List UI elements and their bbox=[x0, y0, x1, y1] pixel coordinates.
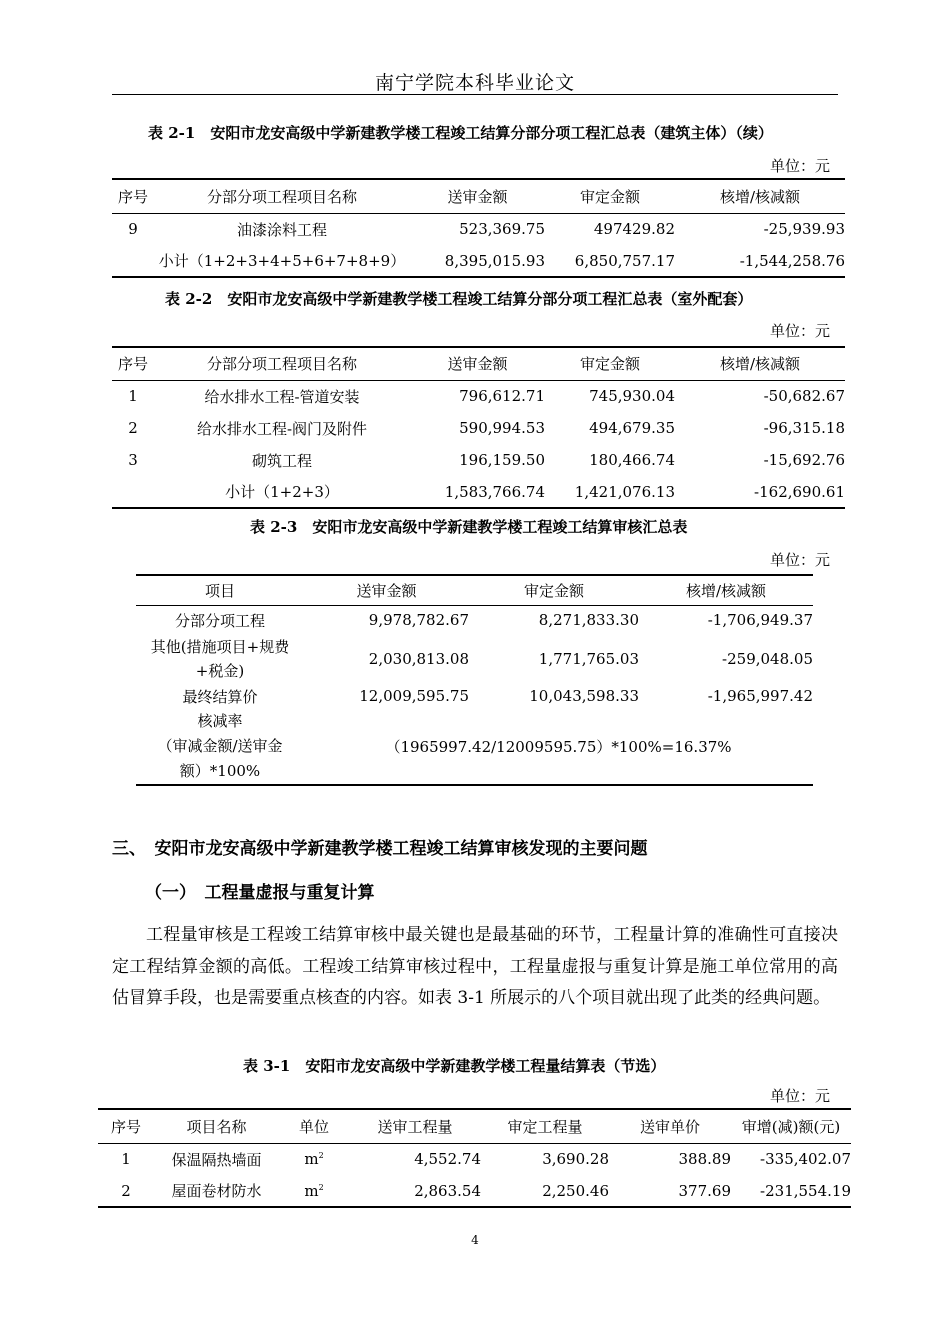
cell: 2,250.46 bbox=[481, 1175, 609, 1207]
table-row bbox=[112, 380, 845, 412]
table-row bbox=[98, 1175, 851, 1207]
header-cell: 分部分项工程项目名称 bbox=[154, 179, 410, 213]
cell: 3,690.28 bbox=[481, 1143, 609, 1175]
cell: 小计（1+2+3） bbox=[154, 476, 410, 508]
unit-superscript: 2 bbox=[318, 1151, 324, 1161]
cell: 屋面卷材防水 bbox=[154, 1175, 279, 1207]
table-2-2-unit: 单位：元 bbox=[770, 322, 831, 340]
cell: 小计（1+2+3+4+5+6+7+8+9） bbox=[154, 245, 410, 277]
cell: 12,009,595.75 bbox=[359, 687, 469, 705]
cell: 1 bbox=[98, 1143, 154, 1175]
cell: -1,965,997.42 bbox=[707, 687, 813, 705]
table-row bbox=[112, 412, 845, 444]
subsection-heading: （一） 工程量虚报与重复计算 bbox=[145, 883, 375, 903]
cell: 494,679.35 bbox=[589, 419, 675, 437]
table-row bbox=[98, 1143, 851, 1175]
header-cell: 送审工程量 bbox=[349, 1109, 481, 1143]
header-cell: 序号 bbox=[98, 1109, 154, 1143]
header-cell: 核增/核减额 bbox=[639, 575, 813, 605]
table-row bbox=[112, 444, 845, 476]
cell: 4,552.74 bbox=[349, 1143, 481, 1175]
header-cell: 送审金额 bbox=[410, 347, 545, 380]
cell: 2,030,813.08 bbox=[368, 650, 469, 668]
header-cell: 分部分项工程项目名称 bbox=[154, 347, 410, 380]
cell: 388.89 bbox=[609, 1143, 731, 1175]
header-cell: 序号 bbox=[112, 179, 154, 213]
cell: -259,048.05 bbox=[722, 650, 813, 668]
header-cell: 项目名称 bbox=[154, 1109, 279, 1143]
header-cell: 审定金额 bbox=[545, 179, 675, 213]
cell-line: +税金) bbox=[195, 662, 245, 680]
section-heading: 三、 安阳市龙安高级中学新建教学楼工程竣工结算审核发现的主要问题 bbox=[112, 839, 648, 859]
table-3-1 bbox=[98, 1108, 851, 1208]
table-2-3 bbox=[136, 574, 813, 786]
cell: -335,402.07 bbox=[731, 1143, 851, 1175]
cell bbox=[279, 1175, 349, 1207]
table-row bbox=[112, 213, 845, 245]
table-2-2 bbox=[112, 346, 845, 509]
cell: 1,421,076.13 bbox=[545, 476, 675, 508]
cell: 377.69 bbox=[609, 1175, 731, 1207]
header-rule bbox=[112, 94, 838, 95]
table-2-3-caption: 表 2-3 安阳市龙安高级中学新建教学楼工程竣工结算审核汇总表 bbox=[250, 518, 688, 536]
cell-line: 额）*100% bbox=[179, 762, 261, 780]
cell: 8,271,833.30 bbox=[469, 605, 639, 635]
cell: 2 bbox=[98, 1175, 154, 1207]
cell bbox=[136, 635, 304, 683]
cell bbox=[112, 476, 154, 508]
header-cell: 序号 bbox=[112, 347, 154, 380]
cell: 6,850,757.17 bbox=[545, 245, 675, 277]
cell-line: （审减金额/送审金 bbox=[157, 737, 283, 755]
cell: 180,466.74 bbox=[589, 451, 675, 469]
cell: 196,159.50 bbox=[459, 451, 545, 469]
unit-text: m bbox=[304, 1150, 319, 1169]
table-2-1-unit: 单位：元 bbox=[770, 157, 831, 175]
header-cell: 核增/核减额 bbox=[675, 347, 845, 380]
cell: -50,682.67 bbox=[675, 380, 845, 412]
table-2-3-unit: 单位：元 bbox=[770, 551, 831, 569]
cell: -15,692.76 bbox=[763, 451, 845, 469]
cell: （1965997.42/12009595.75）*100%=16.37% bbox=[304, 709, 813, 785]
cell: 1,771,765.03 bbox=[538, 650, 639, 668]
cell: 3 bbox=[128, 451, 138, 469]
cell: 796,612.71 bbox=[410, 380, 545, 412]
header-cell: 核增/核减额 bbox=[675, 179, 845, 213]
header-cell: 审定工程量 bbox=[481, 1109, 609, 1143]
cell: -96,315.18 bbox=[763, 419, 845, 437]
cell: 8,395,015.93 bbox=[410, 245, 545, 277]
table-row bbox=[112, 245, 845, 277]
page-header: 南宁学院本科毕业论文 bbox=[374, 72, 575, 94]
header-cell: 送审金额 bbox=[410, 179, 545, 213]
cell: -1,544,258.76 bbox=[675, 245, 845, 277]
cell: 10,043,598.33 bbox=[529, 687, 639, 705]
cell: 497429.82 bbox=[545, 213, 675, 245]
cell: -25,939.93 bbox=[675, 213, 845, 245]
cell: 9,978,782.67 bbox=[304, 605, 469, 635]
table-2-1-caption: 表 2-1 安阳市龙安高级中学新建教学楼工程竣工结算分部分项工程汇总表（建筑主体）（续） bbox=[148, 124, 773, 142]
header-cell: 送审单价 bbox=[609, 1109, 731, 1143]
cell: -1,706,949.37 bbox=[639, 605, 813, 635]
header-cell: 审定金额 bbox=[469, 575, 639, 605]
table-row bbox=[136, 683, 813, 709]
unit-superscript: 2 bbox=[318, 1182, 324, 1192]
cell: 745,930.04 bbox=[545, 380, 675, 412]
cell: 分部分项工程 bbox=[136, 605, 304, 635]
cell: 给水排水工程-管道安装 bbox=[154, 380, 410, 412]
cell: 最终结算价 bbox=[182, 687, 258, 706]
cell: -231,554.19 bbox=[731, 1175, 851, 1207]
cell bbox=[112, 245, 154, 277]
cell: 保温隔热墙面 bbox=[154, 1143, 279, 1175]
cell: 油漆涂料工程 bbox=[154, 213, 410, 245]
table-3-1-caption: 表 3-1 安阳市龙安高级中学新建教学楼工程量结算表（节选） bbox=[243, 1057, 666, 1075]
cell: 523,369.75 bbox=[410, 213, 545, 245]
cell: 给水排水工程-阀门及附件 bbox=[196, 419, 368, 438]
cell bbox=[136, 709, 304, 785]
cell-line: 核减率 bbox=[197, 712, 243, 730]
paragraph-text: 工程量审核是工程竣工结算审核中最关键也是最基础的环节，工程量计算的准确性可直接决定工程结算金额的高低。工程竣工结算审核过程中，工程量虚报与重复计算是施工单位常用的高估冒算手段，也是需要重点核查的内容。如表 3-1 所展示的八个项目就出现了此类的经典问题。 bbox=[112, 925, 838, 1008]
header-cell: 审增(减)额(元) bbox=[731, 1109, 851, 1143]
cell: 9 bbox=[112, 213, 154, 245]
table-row bbox=[136, 709, 813, 785]
table-2-2-caption: 表 2-2 安阳市龙安高级中学新建教学楼工程竣工结算分部分项工程汇总表（室外配套） bbox=[165, 290, 753, 308]
cell: 2,863.54 bbox=[349, 1175, 481, 1207]
header-cell: 审定金额 bbox=[545, 347, 675, 380]
unit-text: m bbox=[304, 1181, 319, 1200]
cell: 2 bbox=[128, 419, 138, 437]
paragraph bbox=[112, 920, 838, 1015]
cell: 砌筑工程 bbox=[251, 451, 312, 470]
header-cell: 项目 bbox=[136, 575, 304, 605]
page-number: 4 bbox=[471, 1233, 479, 1247]
table-row bbox=[136, 605, 813, 635]
table-2-1 bbox=[112, 178, 845, 278]
table-row bbox=[112, 476, 845, 508]
table-3-1-unit: 单位：元 bbox=[770, 1087, 831, 1105]
table-row bbox=[136, 635, 813, 683]
header-cell: 送审金额 bbox=[304, 575, 469, 605]
cell: -162,690.61 bbox=[675, 476, 845, 508]
cell: 1 bbox=[112, 380, 154, 412]
header-cell: 单位 bbox=[279, 1109, 349, 1143]
cell-line: 其他(措施项目+规费 bbox=[150, 638, 290, 656]
cell: 1,583,766.74 bbox=[410, 476, 545, 508]
cell bbox=[279, 1143, 349, 1175]
cell: 590,994.53 bbox=[459, 419, 545, 437]
